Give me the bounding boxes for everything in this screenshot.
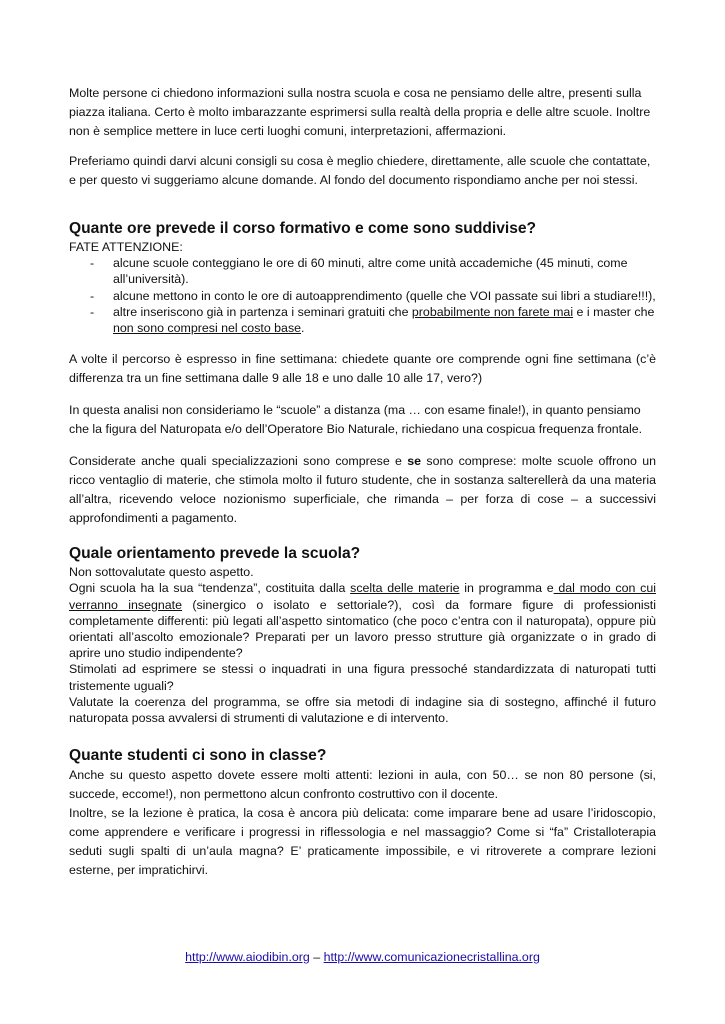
- list-item-text: .: [301, 321, 305, 336]
- paragraph-text: sono comprese: molte scuole offrono un ricco ventaglio di materie, che stimola molto il futuro studente, che in sostanza salterellerà da una materia all’altra, ricevendo veloce nozionismo superficiale, che rimanda – per forza di cose – a successivi approfondimenti a pagamento.: [69, 454, 656, 526]
- underlined-text: scelta delle materie: [350, 581, 460, 596]
- paragraph-text: Ogni scuola ha la sua “tendenza”, costituita dalla: [69, 581, 351, 596]
- distance-paragraph: In questa analisi non consideriamo le “scuole” a distanza (ma … con esame finale!), in quanto pensiamo che la figura del Naturopata e/o dell’Operatore Bio Naturale, richiedano una cospicua frequenza frontale.: [69, 403, 643, 437]
- paragraph-text: Considerate anche quali specializzazioni sono comprese e: [69, 454, 408, 469]
- underlined-text: probabilmente non farete mai: [411, 304, 574, 319]
- list-item: - alcune mettono in conto le ore di autoapprendimento (quelle che VOI passate sui libri a studiare!!!),: [69, 288, 656, 304]
- students-paragraph-1: Anche su questo aspetto dovete essere molti attenti: lezioni in aula, con 50… se non 80 persone (si, succede, eccome!), non permettono alcun confronto costruttivo con il docente.: [69, 768, 656, 802]
- students-paragraph-2: Inoltre, se la lezione è pratica, la cosa è ancora più delicata: come imparare bene ad usare l’iridoscopio, come apprendere e verificare i progressi in riflessologia e nel massaggio? Come si “fa” Cristalloterapia seduti sugli spalti di un’aula magna? E’ praticamente impossibile, e vi ritroverete a comprare lezioni esterne, per impratichirvi.: [69, 806, 656, 878]
- stimulation-paragraph: Stimolati ad esprimere se stessi o inquadrati in una figura pressoché standardizzata di naturopati tutti tristemente uguali?: [69, 662, 656, 693]
- section-heading-hours: Quante ore prevede il corso formativo e come sono suddivise?: [69, 220, 537, 237]
- underlined-text: non sono compresi nel costo base: [113, 321, 302, 336]
- intro-paragraph-2: Preferiamo quindi darvi alcuni consigli su cosa è meglio chiedere, direttamente, alle scuole che contattate, e per questo vi suggeriamo alcune domande. Al fondo del documento rispondiamo anche per noi stessi.: [69, 154, 651, 187]
- footer-separator: –: [309, 950, 324, 964]
- paragraph-text: (sinergico o isolato e settoriale?), così da formare figure di professionisti completamente differenti: più legati all’aspetto sintomatico (che poco c’entra con il naturopata), oppure più orientati all’ascolto emozionale? Preparati per un lavoro presso strutture già organizzate o in grado di aprire uno studio indipendente?: [69, 597, 657, 661]
- list-item-text: altre inseriscono già in partenza i seminari gratuiti che: [113, 304, 412, 319]
- footer-links: [0, 949, 725, 965]
- hours-warning-list: [69, 255, 656, 336]
- list-item: [69, 304, 656, 336]
- section-heading-students: Quante studenti ci sono in classe?: [69, 747, 327, 765]
- orientation-paragraph: [69, 580, 656, 661]
- intro-paragraph-1: Molte persone ci chiedono informazioni sulla nostra scuola e cosa ne pensiamo delle altre, presenti sulla piazza italiana. Certo è molto imbarazzante esprimersi sulla realtà della propria e delle altre scuole. Inoltre non è semplice mettere in luce certi luoghi comuni, interpretazioni, affermazioni.: [69, 86, 651, 138]
- comunicazionecristallina-link[interactable]: http://www.comunicazionecristallina.org: [323, 950, 540, 964]
- orientation-intro: Non sottovalutate questo aspetto.: [69, 565, 254, 580]
- section-heading-orientation: Quale orientamento prevede la scuola?: [69, 545, 361, 563]
- specializations-paragraph: [69, 452, 656, 528]
- paragraph-text: in programma e: [459, 581, 554, 596]
- bold-text: se: [407, 454, 422, 469]
- list-item: - alcune scuole conteggiano le ore di 60 minuti, altre come unità accademiche (45 minuti, come all’università).: [69, 255, 656, 287]
- list-item-text: e i master che: [573, 304, 655, 319]
- underlined-text: dal modo con cui verranno insegnate: [69, 581, 656, 612]
- weekend-paragraph: A volte il percorso è espresso in fine settimana: chiedete quante ore comprende ogni fine settimana (c’è differenza tra un fine settimana dalle 9 alle 18 e uno dalle 10 alle 17, vero?): [69, 352, 656, 386]
- coherence-paragraph: Valutate la coerenza del programma, se offre sia metodi di indagine sia di sostegno, affinché il futuro naturopata possa avvalersi di strumenti di valutazione e di intervento.: [69, 694, 656, 726]
- aiodibin-link[interactable]: http://www.aiodibin.org: [185, 950, 310, 964]
- document-body: [69, 0, 656, 880]
- attention-label: FATE ATTENZIONE:: [69, 240, 183, 254]
